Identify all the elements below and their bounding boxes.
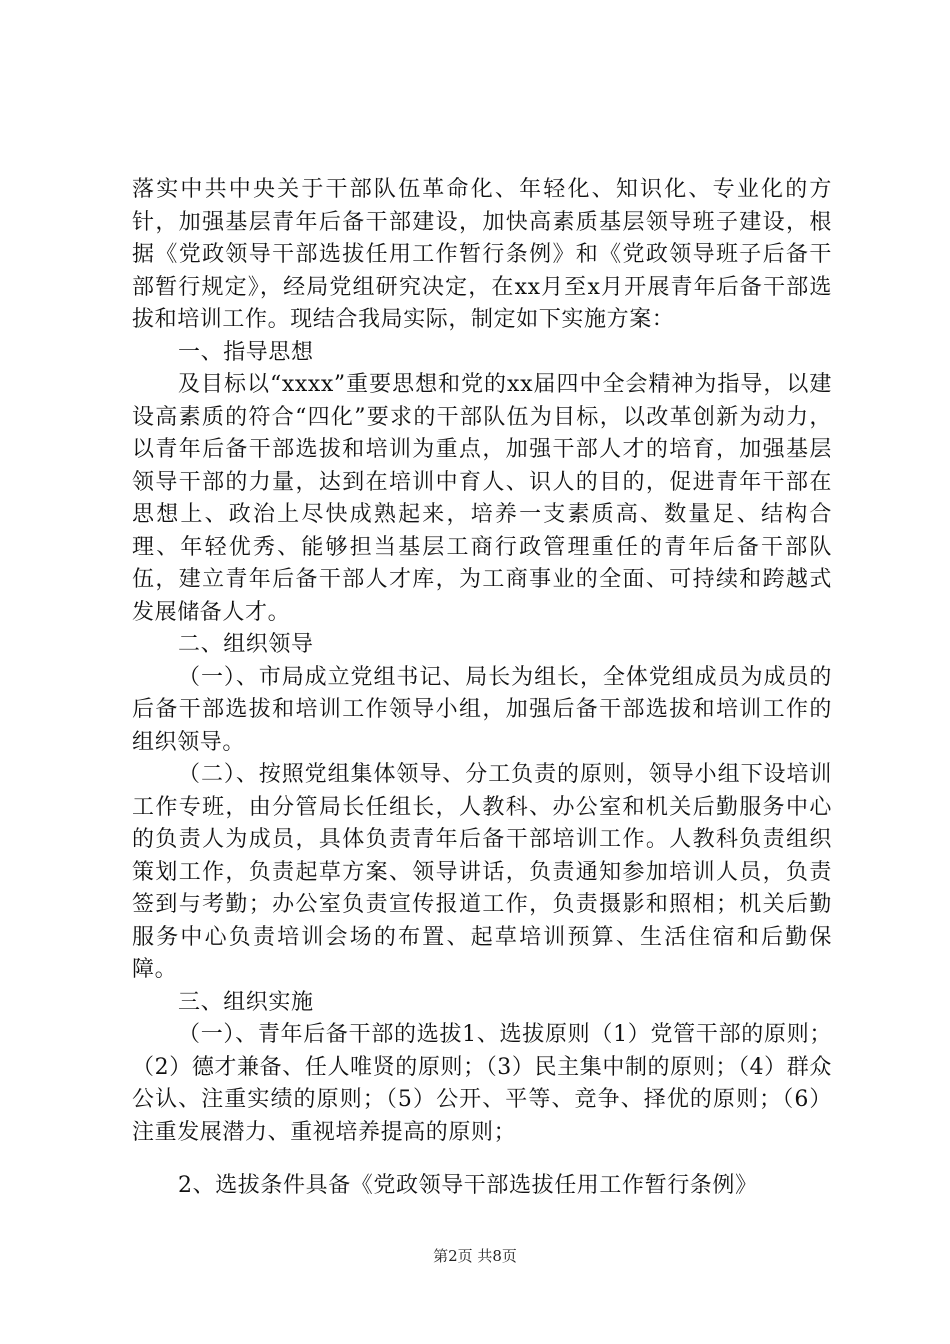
intro-paragraph: 落实中共中央关于干部队伍革命化、年轻化、知识化、专业化的方针，加强基层青年后备干部建设，加快高素质基层领导班子建设，根据《党政领导干部选拔任用工作暂行条例》和《党政领导班子后备干部暂行规定》，经局党组研究决定，在xx月至x月开展青年后备干部选拔和培训工作。现结合我局实际，制定如下实施方案： <box>132 177 832 332</box>
document-body <box>132 174 832 1203</box>
organization-paragraph-2: （二）、按照党组集体领导、分工负责的原则，领导小组下设培训工作专班，由分管局长任组长，人教科、办公室和机关后勤服务中心的负责人为成员，具体负责青年后备干部培训工作。人教科负责组织策划工作，负责起草方案、领导讲话，负责通知参加培训人员，负责签到与考勤；办公室负责宣传报道工作，负责摄影和照相；机关后勤服务中心负责培训会场的布置、起草培训预算、生活住宿和后勤保障。 <box>132 762 832 982</box>
page-footer: 第2页 共8页 <box>433 1247 517 1265</box>
section-heading-implementation: 三、组织实施 <box>178 989 314 1015</box>
paragraph-gap <box>132 1149 832 1170</box>
section-heading-organization: 二、组织领导 <box>178 632 314 657</box>
section-heading-guiding-thought: 一、指导思想 <box>178 339 314 365</box>
organization-paragraph-1: （一）、市局成立党组书记、局长为组长，全体党组成员为成员的后备干部选拔和培训工作领导小组，加强后备干部选拔和培训工作的组织领导。 <box>132 664 832 755</box>
guiding-thought-paragraph: 及目标以“xxxx”重要思想和党的xx届四中全会精神为指导，以建设高素质的符合“四化”要求的干部队伍为目标，以改革创新为动力，以青年后备干部选拔和培训为重点，加强干部人才的培育，加强基层领导干部的力量，达到在培训中育人、识人的目的，促进青年干部在思想上、政治上尽快成熟起来，培养一支素质高、数量足、结构合理、年轻优秀、能够担当基层工商行政管理重任的青年后备干部队伍，建立青年后备干部人才库，为工商事业的全面、可持续和跨越式发展储备人才。 <box>132 372 832 625</box>
implementation-paragraph-2: 2、选拔条件具备《党政领导干部选拔任用工作暂行条例》 <box>178 1173 758 1198</box>
implementation-paragraph-1: （一）、青年后备干部的选拔1、选拔原则（1）党管干部的原则；（2）德才兼备、任人唯贤的原则；（3）民主集中制的原则；（4）群众公认、注重实绩的原则；（5）公开、平等、竞争、择优的原则；（6）注重发展潜力、重视培养提高的原则； <box>132 1022 832 1145</box>
